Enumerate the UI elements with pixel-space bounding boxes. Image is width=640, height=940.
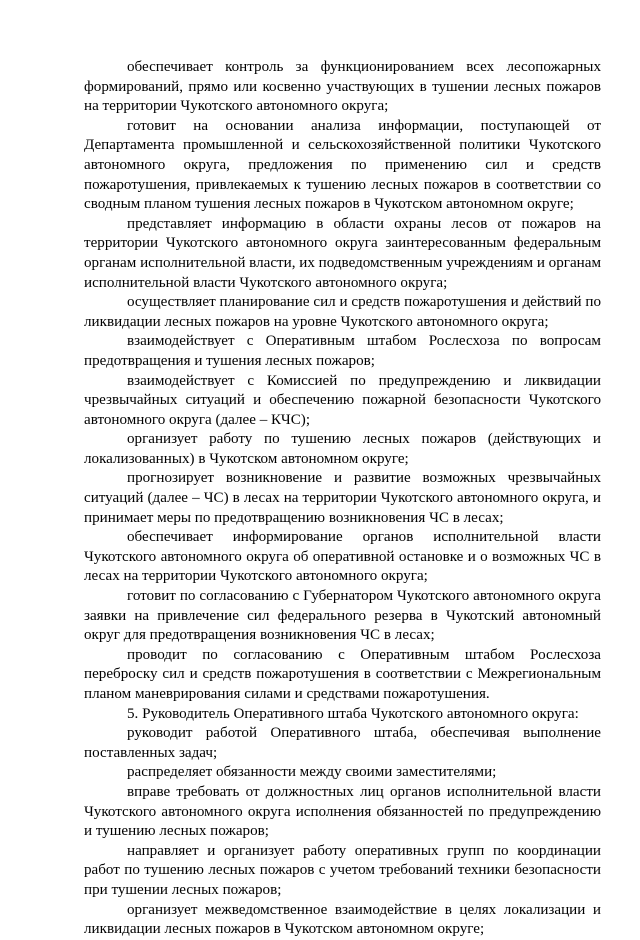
paragraph: прогнозирует возникновение и развитие возможных чрезвычайных ситуаций (далее – ЧС) в лесах на территории Чукотского автономного округа, и принимает меры по предотвращению возникновения ЧС в лесах;	[84, 470, 601, 526]
paragraph: организует работу по тушению лесных пожаров (действующих и локализованных) в Чукотском автономном округе;	[84, 431, 601, 467]
paragraph: готовит на основании анализа информации, поступающей от Департамента промышленной и сельскохозяйственной политики Чукотского автономного округа, предложения по применению сил и средств пожаротушения, привлекаемых к тушению лесных пожаров в соответствии со сводным планом тушения лесных пожаров в Чукотском автономном округе;	[84, 117, 601, 213]
paragraph: направляет и организует работу оперативных групп по координации работ по тушению лесных пожаров с учетом требований техники безопасности при тушении лесных пожаров;	[84, 842, 601, 898]
paragraph: взаимодействует с Оперативным штабом Рослесхоза по вопросам предотвращения и тушения лесных пожаров;	[84, 333, 601, 369]
paragraph: распределяет обязанности между своими заместителями;	[127, 764, 497, 781]
paragraph: представляет информацию в области охраны лесов от пожаров на территории Чукотского автономного округа заинтересованным федеральным органам исполнительной власти, их подведомственным учреждениям и органам исполнительной власти Чукотского автономного округа;	[84, 215, 601, 291]
paragraph: осуществляет планирование сил и средств пожаротушения и действий по ликвидации лесных пожаров на уровне Чукотского автономного округа;	[84, 294, 601, 330]
section-heading: 5. Руководитель Оперативного штаба Чукотского автономного округа:	[127, 705, 579, 722]
paragraph: вправе требовать от должностных лиц органов исполнительной власти Чукотского автономного округа исполнения обязанностей по предупреждению и тушению лесных пожаров;	[84, 783, 601, 840]
paragraph: готовит по согласованию с Губернатором Чукотского автономного округа заявки на привлечение сил федерального резерва в Чукотский автономный округ для предотвращения возникновения ЧС в лесах;	[84, 588, 601, 644]
paragraph: проводит по согласованию с Оперативным штабом Рослесхоза переброску сил и средств пожаротушения в соответствии с Межрегиональным планом маневрирования силами и средствами пожаротушения.	[84, 646, 601, 702]
paragraph: взаимодействует с Комиссией по предупреждению и ликвидации чрезвычайных ситуаций и обеспечению пожарной безопасности Чукотского автономного округа (далее – КЧС);	[84, 372, 601, 428]
paragraph: обеспечивает информирование органов исполнительной власти Чукотского автономного округа об оперативной остановке и о возможных ЧС в лесах на территории Чукотского автономного округа;	[84, 529, 601, 585]
paragraph: руководит работой Оперативного штаба, обеспечивая выполнение поставленных задач;	[84, 725, 601, 761]
paragraph: обеспечивает контроль за функционированием всех лесопожарных формирований, прямо или косвенно участвующих в тушении лесных пожаров на территории Чукотского автономного округа;	[84, 59, 601, 115]
document-page	[84, 58, 601, 940]
paragraph: организует межведомственное взаимодействие в целях локализации и ликвидации лесных пожаров в Чукотском автономном округе;	[84, 901, 601, 938]
